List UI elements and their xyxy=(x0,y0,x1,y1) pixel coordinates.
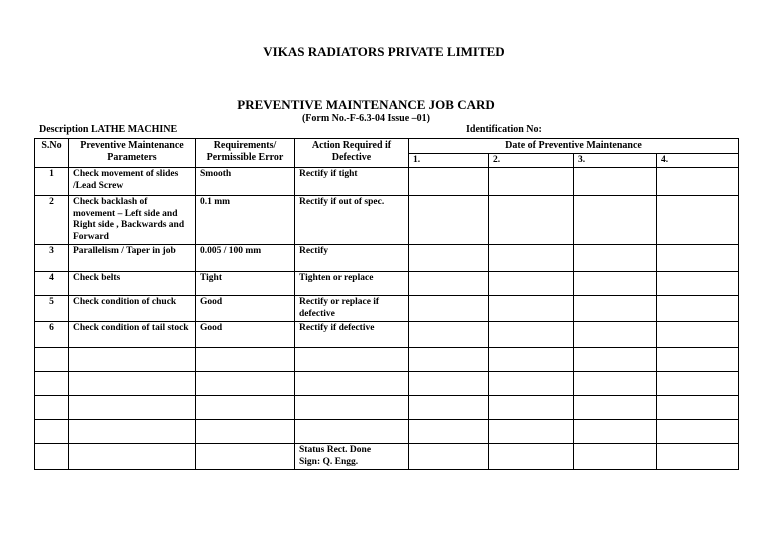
date-cell[interactable] xyxy=(657,168,739,196)
row-requirement: Good xyxy=(196,296,295,322)
date-cell[interactable] xyxy=(574,196,657,245)
sign-cell[interactable] xyxy=(657,444,739,470)
row-requirement: 0.005 / 100 mm xyxy=(196,245,295,272)
date-cell[interactable] xyxy=(574,296,657,322)
header-parameters: Preventive Maintenance Parameters xyxy=(69,139,196,168)
empty-row xyxy=(35,420,739,444)
date-cell[interactable] xyxy=(657,420,739,444)
sign-cell[interactable] xyxy=(409,444,489,470)
row-parameter: Check condition of tail stock xyxy=(69,322,196,348)
row-action: Rectify if out of spec. xyxy=(295,196,409,245)
date-cell[interactable] xyxy=(657,296,739,322)
row-sno: 1 xyxy=(35,168,69,196)
machine-description: Description LATHE MACHINE xyxy=(39,124,178,135)
row-requirement: Tight xyxy=(196,272,295,296)
date-cell[interactable] xyxy=(574,245,657,272)
date-cell[interactable] xyxy=(489,396,574,420)
sign-cell[interactable] xyxy=(574,444,657,470)
row-parameter: Parallelism / Taper in job xyxy=(69,245,196,272)
date-cell[interactable] xyxy=(489,196,574,245)
row-requirement: 0.1 mm xyxy=(196,196,295,245)
date-cell[interactable] xyxy=(409,372,489,396)
form-number: (Form No.-F-6.3-04 Issue –01) xyxy=(301,113,431,124)
date-cell[interactable] xyxy=(489,272,574,296)
date-cell[interactable] xyxy=(409,272,489,296)
row-parameter: Check condition of chuck xyxy=(69,296,196,322)
table-row xyxy=(35,296,739,322)
header-date-4: 4. xyxy=(657,153,739,168)
date-cell[interactable] xyxy=(409,420,489,444)
date-cell[interactable] xyxy=(409,296,489,322)
row-requirement: Smooth xyxy=(196,168,295,196)
date-cell[interactable] xyxy=(409,322,489,348)
row-action: Rectify xyxy=(295,245,409,272)
header-requirements: Requirements/ Permissible Error xyxy=(196,139,295,168)
row-parameter: Check belts xyxy=(69,272,196,296)
row-action: Rectify if tight xyxy=(295,168,409,196)
date-cell[interactable] xyxy=(574,372,657,396)
row-action: Tighten or replace xyxy=(295,272,409,296)
sign-cell[interactable] xyxy=(489,444,574,470)
header-row xyxy=(35,139,739,154)
row-action: Rectify or replace if defective xyxy=(295,296,409,322)
date-cell[interactable] xyxy=(574,348,657,372)
date-cell[interactable] xyxy=(657,396,739,420)
empty-row xyxy=(35,348,739,372)
date-cell[interactable] xyxy=(489,245,574,272)
date-cell[interactable] xyxy=(409,396,489,420)
header-date-3: 3. xyxy=(574,153,657,168)
row-sno: 2 xyxy=(35,196,69,245)
empty-row xyxy=(35,372,739,396)
row-requirement: Good xyxy=(196,322,295,348)
date-cell[interactable] xyxy=(409,196,489,245)
header-date-1: 1. xyxy=(409,153,489,168)
date-cell[interactable] xyxy=(657,348,739,372)
row-sno: 5 xyxy=(35,296,69,322)
date-cell[interactable] xyxy=(574,272,657,296)
row-parameter: Check backlash of movement – Left side and Right side , Backwards and Forward xyxy=(69,196,196,245)
status-row xyxy=(35,444,739,470)
date-cell[interactable] xyxy=(409,348,489,372)
header-sno: S.No xyxy=(35,139,69,168)
maintenance-table xyxy=(34,138,739,470)
table-row xyxy=(35,196,739,245)
identification-number-label: Identification No: xyxy=(466,124,542,135)
date-cell[interactable] xyxy=(574,322,657,348)
date-cell[interactable] xyxy=(657,245,739,272)
date-cell[interactable] xyxy=(489,168,574,196)
table-row xyxy=(35,245,739,272)
table-row xyxy=(35,272,739,296)
row-sno: 3 xyxy=(35,245,69,272)
row-sno: 6 xyxy=(35,322,69,348)
date-cell[interactable] xyxy=(657,322,739,348)
row-parameter: Check movement of slides /Lead Screw xyxy=(69,168,196,196)
date-cell[interactable] xyxy=(489,322,574,348)
date-cell[interactable] xyxy=(574,168,657,196)
date-cell[interactable] xyxy=(657,372,739,396)
table-row xyxy=(35,168,739,196)
date-cell[interactable] xyxy=(489,348,574,372)
company-name: VIKAS RADIATORS PRIVATE LIMITED xyxy=(263,44,505,59)
empty-row xyxy=(35,396,739,420)
header-action: Action Required if Defective xyxy=(295,139,409,168)
row-action: Rectify if defective xyxy=(295,322,409,348)
date-cell[interactable] xyxy=(409,168,489,196)
date-cell[interactable] xyxy=(657,272,739,296)
date-cell[interactable] xyxy=(489,372,574,396)
status-rect-done-label: Status Rect. Done xyxy=(299,445,372,455)
date-cell[interactable] xyxy=(409,245,489,272)
table-row xyxy=(35,322,739,348)
row-sno: 4 xyxy=(35,272,69,296)
date-cell[interactable] xyxy=(657,196,739,245)
date-cell[interactable] xyxy=(489,420,574,444)
header-date-2: 2. xyxy=(489,153,574,168)
header-date-of-maintenance: Date of Preventive Maintenance xyxy=(409,139,739,154)
status-cell xyxy=(295,444,409,470)
date-cell[interactable] xyxy=(489,296,574,322)
date-cell[interactable] xyxy=(574,420,657,444)
date-cell[interactable] xyxy=(574,396,657,420)
sign-q-engg-label: Sign: Q. Engg. xyxy=(299,456,359,467)
document-title: PREVENTIVE MAINTENANCE JOB CARD xyxy=(237,97,495,112)
